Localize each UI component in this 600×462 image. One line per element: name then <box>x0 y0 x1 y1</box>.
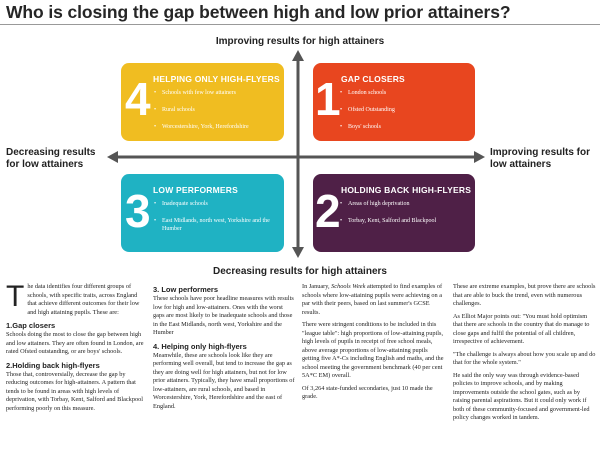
quadrant-holding-back-high-flyers <box>313 174 475 252</box>
quadrant-list <box>340 89 395 140</box>
list-item: • Schools with few low attainers <box>154 89 249 97</box>
intro-paragraph <box>6 283 146 317</box>
arrow-down-icon <box>292 247 304 258</box>
list-item: • Rural schools <box>154 106 249 114</box>
drop-cap: T <box>6 283 25 313</box>
quadrant-number: 3 <box>125 185 151 237</box>
heading-holding-back: 2.Holding back high-flyers <box>6 360 100 370</box>
list-item: • Inadequate schools <box>154 200 279 208</box>
arrow-up-icon <box>292 50 304 61</box>
list-item: • Torbay, Kent, Salford and Blackpool <box>340 217 436 225</box>
paragraph-extreme: These are extreme examples, but prove there are schools that are able to buck the trend, even with numerous challenges. <box>453 283 596 307</box>
heading-gap-closers: 1.Gap closers <box>6 321 56 330</box>
paragraph-quote-1: As Elliot Major points out: "You must hold optimism that there are schools in the country that do manage to close gaps and fulfil the potential of all children, irrespective of achievement. <box>453 312 590 345</box>
paragraph-helping-only: Meanwhile, these are schools look like they are performing well overall, but tend to increase the gap as they are doing well for high attainers, but not for low prior attainers. Typically, they have small proportions of low-attainers, are rural schools, and based in Worcestershire, York, Herefordshire and the east of England. <box>153 351 295 410</box>
publication-name: Schools Week <box>331 283 366 290</box>
intro-text: he data identifies four different groups of schools, with specific traits, across England that achieve different outcomes for their low and high attaining pupils. These are: <box>27 283 140 316</box>
list-item: • East Midlands, north west, Yorkshire and the Humber <box>154 217 279 233</box>
quadrant-title: LOW PERFORMERS <box>153 185 238 195</box>
axis-label-top: Improving results for high attainers <box>215 36 385 47</box>
paragraph-quote-2: "The challenge is always about how you scale up and do that for the whole system." <box>453 350 596 366</box>
title-divider <box>0 24 600 25</box>
axis-label-right: Improving results for low attainers <box>490 147 591 170</box>
arrow-left-icon <box>107 151 118 163</box>
quadrant-helping-only-high-flyers <box>121 63 284 141</box>
quadrant-number: 4 <box>125 73 151 125</box>
paragraph-low-performers: These schools have poor headline measures with results low for high and low-attainers. Ones with the worst gaps are most likely to be inadequate schools and those in the East Midlands, north west, Yorkshire and the Humber <box>153 295 294 336</box>
paragraph-result: Of 3,264 state-funded secondaries, just 10 made the grade. <box>302 384 433 400</box>
axis-label-bottom: Decreasing results for high attainers <box>213 266 387 277</box>
quadrant-list <box>154 89 249 140</box>
paragraph-holding-back: Those that, controversially, decrease the gap by reducing outcomes for high-attainers. A pattern that tends to be found in areas with high levels of deprivation, with Torbay, Kent, Salford and Blackpool performing poorly on this measure. <box>6 370 144 412</box>
quadrant-title: GAP CLOSERS <box>341 74 405 84</box>
paragraph-conditions: There were stringent conditions to be included in this "league table": high proportions of low-attaining pupils, high levels of pupils in receipt of free school meals, above average proportions of low-attaining pupils getting five A*-Cs including English and maths, and the school meeting the government benchmark (40 per cent 5A*C EM) overall. <box>302 321 444 379</box>
quadrant-low-performers <box>121 174 284 252</box>
list-item: • Boys' schools <box>340 123 395 131</box>
paragraph-evidence: He said the only way was through evidence-based policies to improve schools, and by making improvements outside the school gates, such as by raising parental aspirations. But it could only work if both of these community-focused and government-led policy changes worked in tandem. <box>453 371 590 421</box>
list-item: • Areas of high deprivation <box>340 200 436 208</box>
quadrant-gap-closers <box>313 63 475 141</box>
article-column-4 <box>453 283 596 462</box>
axis-label-left: Decreasing results for low attainers <box>6 147 96 170</box>
quadrant-number: 2 <box>315 185 341 237</box>
arrow-right-icon <box>474 151 485 163</box>
paragraph-gap-closers: Schools doing the most to close the gap between high and low attainers. They are often found in London, are rated Ofsted outstanding, or are boys' schools. <box>6 331 144 355</box>
article-column-1 <box>6 283 146 462</box>
list-item: • Ofsted Outstanding <box>340 106 395 114</box>
page-title: Who is closing the gap between high and low prior attainers? <box>6 2 511 22</box>
quadrant-title: HOLDING BACK HIGH-FLYERS <box>341 185 472 195</box>
heading-helping-only: 4. Helping only high-flyers <box>153 341 247 351</box>
list-item: • London schools <box>340 89 395 97</box>
article-column-2 <box>153 283 295 462</box>
quadrant-list <box>340 200 436 234</box>
article-column-3 <box>302 283 445 462</box>
quadrant-list <box>154 200 279 242</box>
list-item: • Worcestershire, York, Herefordshire <box>154 123 249 131</box>
heading-low-performers: 3. Low performers <box>153 285 219 294</box>
paragraph-january: In January, Schools Week attempted to find examples of schools where low-attaining pupils were achieving on a par with their peers, based on last summer's GCSE results. <box>302 283 443 316</box>
quadrant-title: HELPING ONLY HIGH-FLYERS <box>153 74 280 84</box>
quadrant-number: 1 <box>315 73 341 125</box>
